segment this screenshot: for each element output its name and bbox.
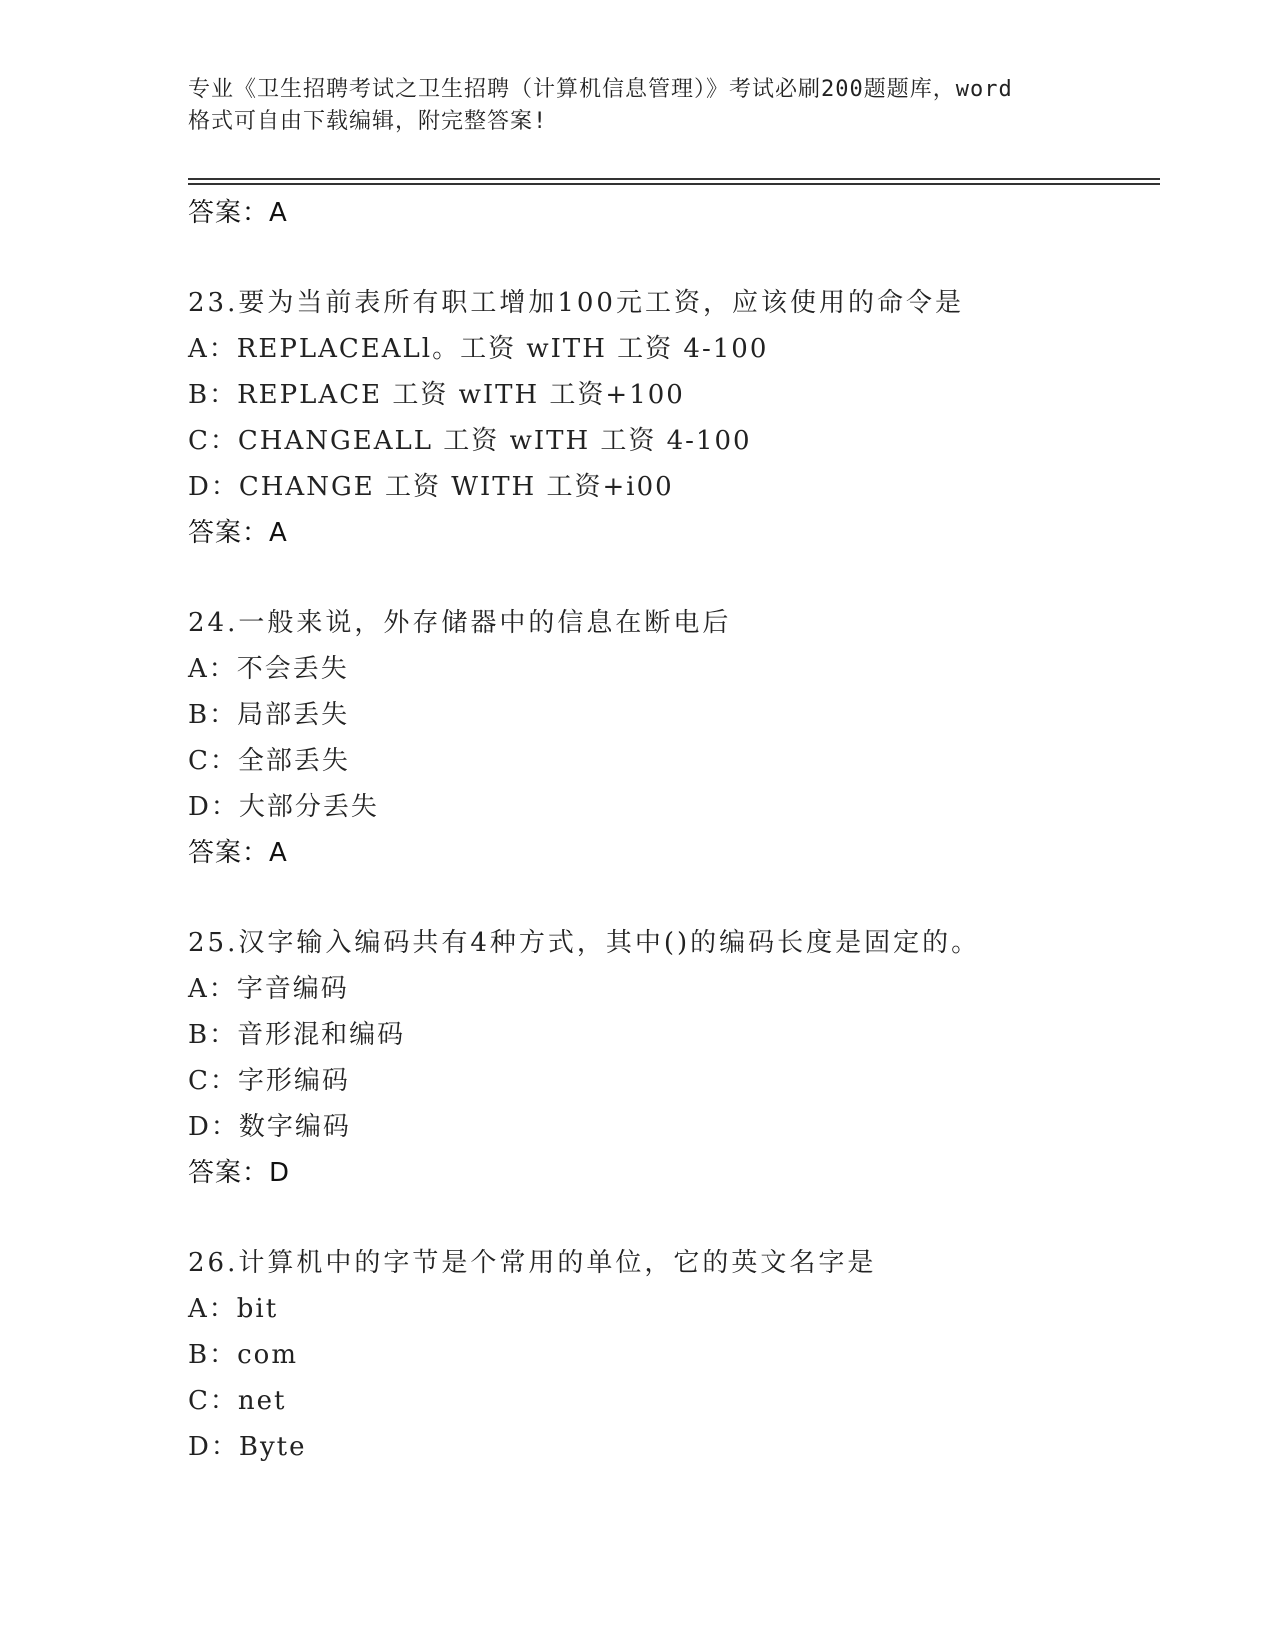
option-a: A：REPLACEALl。工资 wITH 工资 4-100 [188, 334, 769, 364]
option-b: B：REPLACE 工资 wITH 工资+100 [188, 380, 685, 410]
answer-line: 答案：A [188, 838, 288, 868]
section-gap [188, 236, 1148, 280]
answer-line: 答案：D [188, 1158, 291, 1188]
option-c: C：全部丢失 [188, 746, 350, 776]
question-text: 24.一般来说，外存储器中的信息在断电后 [188, 608, 732, 638]
section-gap [188, 1196, 1148, 1240]
question-block-25 [188, 920, 1148, 1196]
answer-line: 答案：A [188, 198, 288, 228]
option-c: C：CHANGEALL 工资 wITH 工资 4-100 [188, 426, 752, 456]
option-a: A：不会丢失 [188, 654, 349, 684]
question-text: 26.计算机中的字节是个常用的单位，它的英文名字是 [188, 1248, 877, 1278]
option-d: D：CHANGE 工资 WITH 工资+i00 [188, 472, 674, 502]
option-b: B：音形混和编码 [188, 1020, 406, 1050]
option-b: B：com [188, 1340, 298, 1370]
option-c: C：net [188, 1386, 287, 1416]
question-text: 23.要为当前表所有职工增加100元工资，应该使用的命令是 [188, 288, 964, 318]
header-line-1: 专业《卫生招聘考试之卫生招聘（计算机信息管理）》考试必刷200题题库，word [188, 77, 1013, 102]
section-gap [188, 556, 1148, 600]
document-header [188, 74, 1088, 138]
option-c: C：字形编码 [188, 1066, 350, 1096]
option-a: A：bit [188, 1294, 279, 1324]
option-d: D：Byte [188, 1432, 307, 1462]
question-block-23 [188, 280, 1148, 556]
question-list [188, 190, 1148, 1470]
option-b: B：局部丢失 [188, 700, 350, 730]
question-block-26 [188, 1240, 1148, 1470]
header-divider-top [188, 178, 1160, 180]
header-divider-bottom [188, 183, 1160, 185]
option-a: A：字音编码 [188, 974, 349, 1004]
option-d: D：数字编码 [188, 1112, 351, 1142]
header-line-2: 格式可自由下载编辑，附完整答案! [188, 109, 548, 134]
question-text: 25.汉字输入编码共有4种方式，其中()的编码长度是固定的。 [188, 928, 981, 958]
section-gap [188, 876, 1148, 920]
question-block-24 [188, 600, 1148, 876]
answer-line: 答案：A [188, 518, 288, 548]
option-d: D：大部分丢失 [188, 792, 379, 822]
